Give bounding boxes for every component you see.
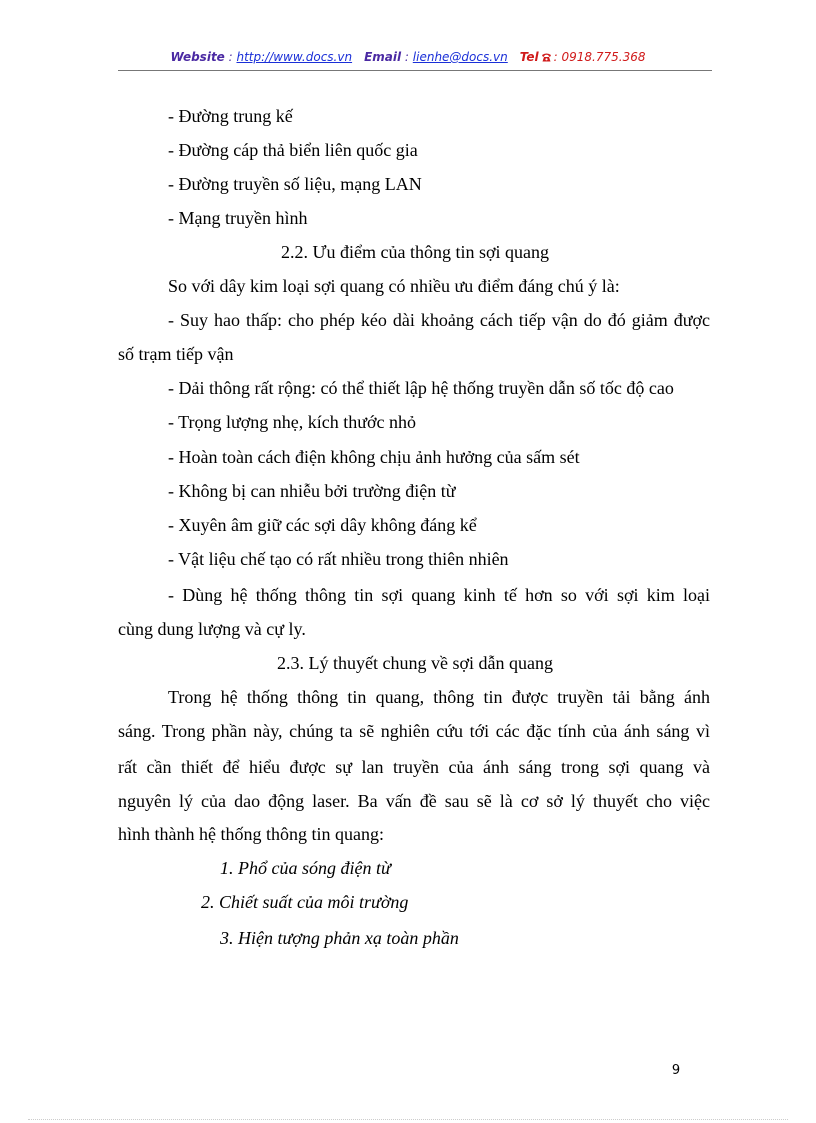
paragraph-line: sáng. Trong phần này, chúng ta sẽ nghiên cứu tới các đặc tính của ánh sáng vì (118, 721, 710, 741)
list-item: 1. Phổ của sóng điện từ (220, 858, 391, 878)
advantage-item: - Xuyên âm giữ các sợi dây không đáng kể (168, 515, 477, 535)
section-2-2-intro: So với dây kim loại sợi quang có nhiều ưu điểm đáng chú ý là: (168, 276, 620, 296)
list-item: 3. Hiện tượng phản xạ toàn phần (220, 928, 459, 948)
tel-number: : 0918.775.368 (553, 50, 646, 64)
bullet-item: - Đường truyền số liệu, mạng LAN (168, 174, 422, 194)
section-2-2-heading: 2.2. Ưu điểm của thông tin sợi quang (281, 242, 549, 262)
advantage-item: - Hoàn toàn cách điện không chịu ảnh hưởng của sấm sét (168, 447, 580, 467)
tel-label: Tel (519, 50, 539, 64)
website-label: Website (170, 50, 225, 64)
email-colon: : (401, 50, 413, 64)
bullet-item: - Đường trung kế (168, 106, 293, 126)
bullet-item: - Đường cáp thả biển liên quốc gia (168, 140, 418, 160)
page-number: 9 (671, 1063, 681, 1078)
advantage-line: số trạm tiếp vận (118, 344, 234, 364)
paragraph-line: nguyên lý của dao động laser. Ba vấn đề sau sẽ là cơ sở lý thuyết cho việc (118, 791, 710, 811)
advantage-line: - Dùng hệ thống thông tin sợi quang kinh tế hơn so với sợi kim loại (168, 585, 710, 605)
paragraph-line: hình thành hệ thống thông tin quang: (118, 824, 384, 844)
advantage-line: cùng dung lượng và cự ly. (118, 619, 306, 639)
advantage-line: - Suy hao thấp: cho phép kéo dài khoảng cách tiếp vận do đó giảm được (168, 310, 710, 330)
advantage-item: - Dải thông rất rộng: có thể thiết lập hệ thống truyền dẫn số tốc độ cao (168, 378, 674, 398)
paragraph-line: Trong hệ thống thông tin quang, thông tin được truyền tải bằng ánh (168, 687, 710, 707)
bullet-item: - Mạng truyền hình (168, 208, 308, 228)
advantage-item: - Trọng lượng nhẹ, kích thước nhỏ (168, 412, 417, 432)
website-colon: : (224, 50, 237, 64)
advantage-item: - Vật liệu chế tạo có rất nhiều trong thiên nhiên (168, 549, 509, 569)
website-link[interactable]: http://www.docs.vn (236, 50, 353, 64)
phone-icon (541, 52, 552, 62)
email-label: Email (364, 50, 402, 64)
list-item: 2. Chiết suất của môi trường (201, 892, 409, 912)
section-2-3-heading: 2.3. Lý thuyết chung về sợi dẫn quang (277, 653, 553, 673)
page-header (0, 50, 816, 64)
footer-divider (28, 1119, 788, 1120)
header-divider (118, 70, 712, 71)
advantage-item: - Không bị can nhiễu bởi trường điện từ (168, 481, 456, 501)
paragraph-line: rất cần thiết để hiểu được sự lan truyền của ánh sáng trong sợi quang và (118, 757, 710, 777)
email-link[interactable]: lienhe@docs.vn (412, 50, 508, 64)
